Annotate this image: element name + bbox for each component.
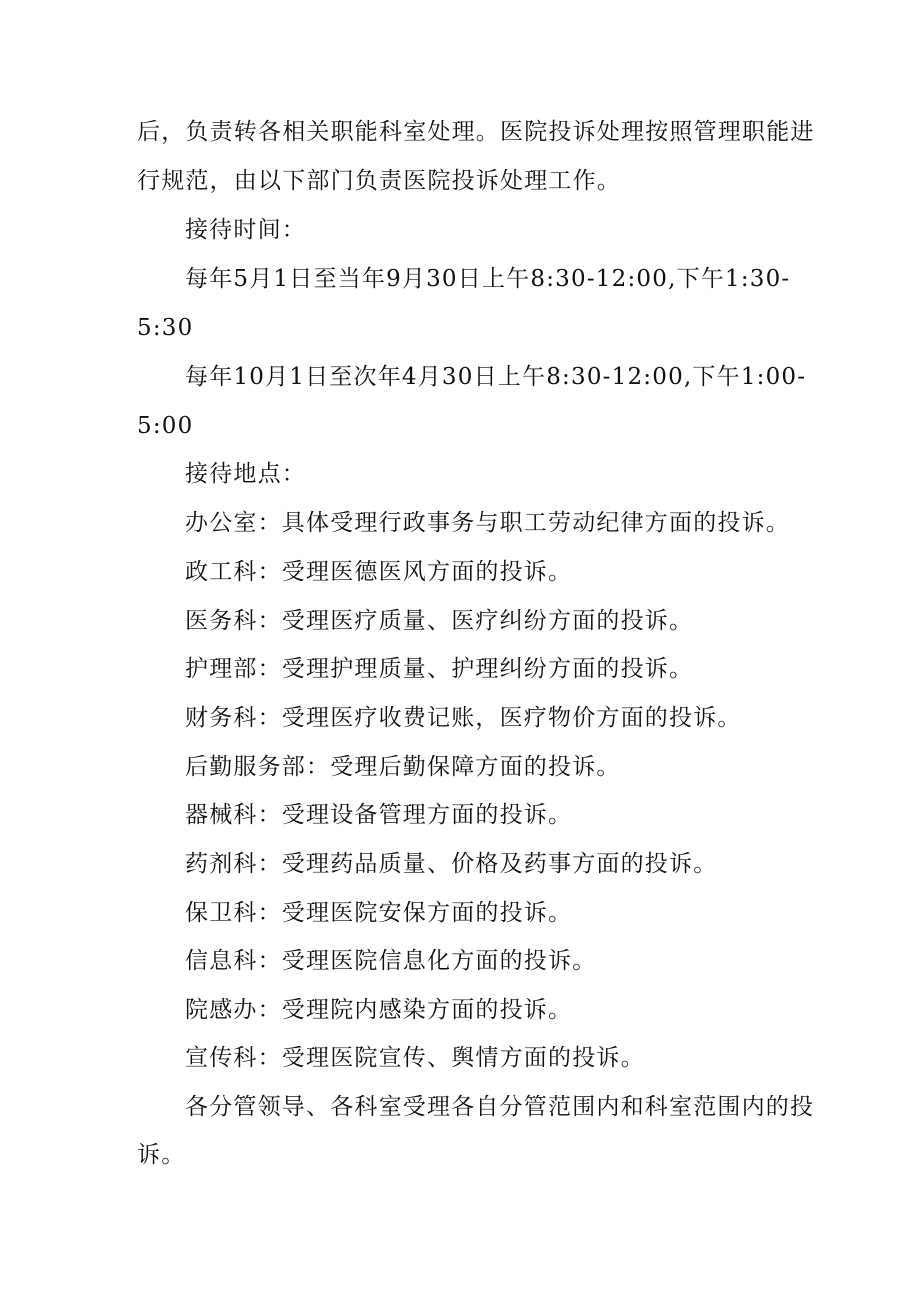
time-winter-line-2: 5:00: [137, 413, 194, 439]
time-summer-line-2: 5:30: [137, 315, 194, 341]
department-pharmacy: 药剂科：受理药品质量、价格及药事方面的投诉。: [185, 851, 718, 877]
intro-line-2: 行规范，由以下部门负责医院投诉处理工作。: [137, 168, 621, 194]
department-nursing: 护理部：受理护理质量、护理纠纷方面的投诉。: [185, 656, 694, 682]
department-office: 办公室：具体受理行政事务与职工劳动纪律方面的投诉。: [185, 510, 790, 536]
department-logistics: 后勤服务部：受理后勤保障方面的投诉。: [185, 754, 621, 780]
intro-line-1: 后，负责转各相关职能科室处理。医院投诉处理按照管理职能进: [137, 119, 815, 145]
department-equipment: 器械科：受理设备管理方面的投诉。: [185, 802, 573, 828]
department-publicity: 宣传科：受理医院宣传、舆情方面的投诉。: [185, 1045, 645, 1071]
department-medical-affairs: 医务科：受理医疗质量、医疗纠纷方面的投诉。: [185, 608, 694, 634]
department-finance: 财务科：受理医疗收费记账，医疗物价方面的投诉。: [185, 705, 742, 731]
department-security: 保卫科：受理医院安保方面的投诉。: [185, 900, 573, 926]
time-winter-line-1: 每年10月1日至次年4月30日上午8:30-12:00,下午1:00-: [185, 364, 807, 390]
time-summer-line-1: 每年5月1日至当年9月30日上午8:30-12:00,下午1:30-: [185, 266, 791, 292]
department-infection-control: 院感办：受理院内感染方面的投诉。: [185, 997, 573, 1023]
department-political: 政工科：受理医德医风方面的投诉。: [185, 559, 573, 585]
reception-place-heading: 接待地点：: [185, 461, 306, 487]
closing-line-1: 各分管领导、各科室受理各自分管范围内和科室范围内的投: [185, 1094, 815, 1120]
reception-time-heading: 接待时间：: [185, 217, 306, 243]
closing-line-2: 诉。: [137, 1142, 186, 1168]
department-information: 信息科：受理医院信息化方面的投诉。: [185, 948, 597, 974]
